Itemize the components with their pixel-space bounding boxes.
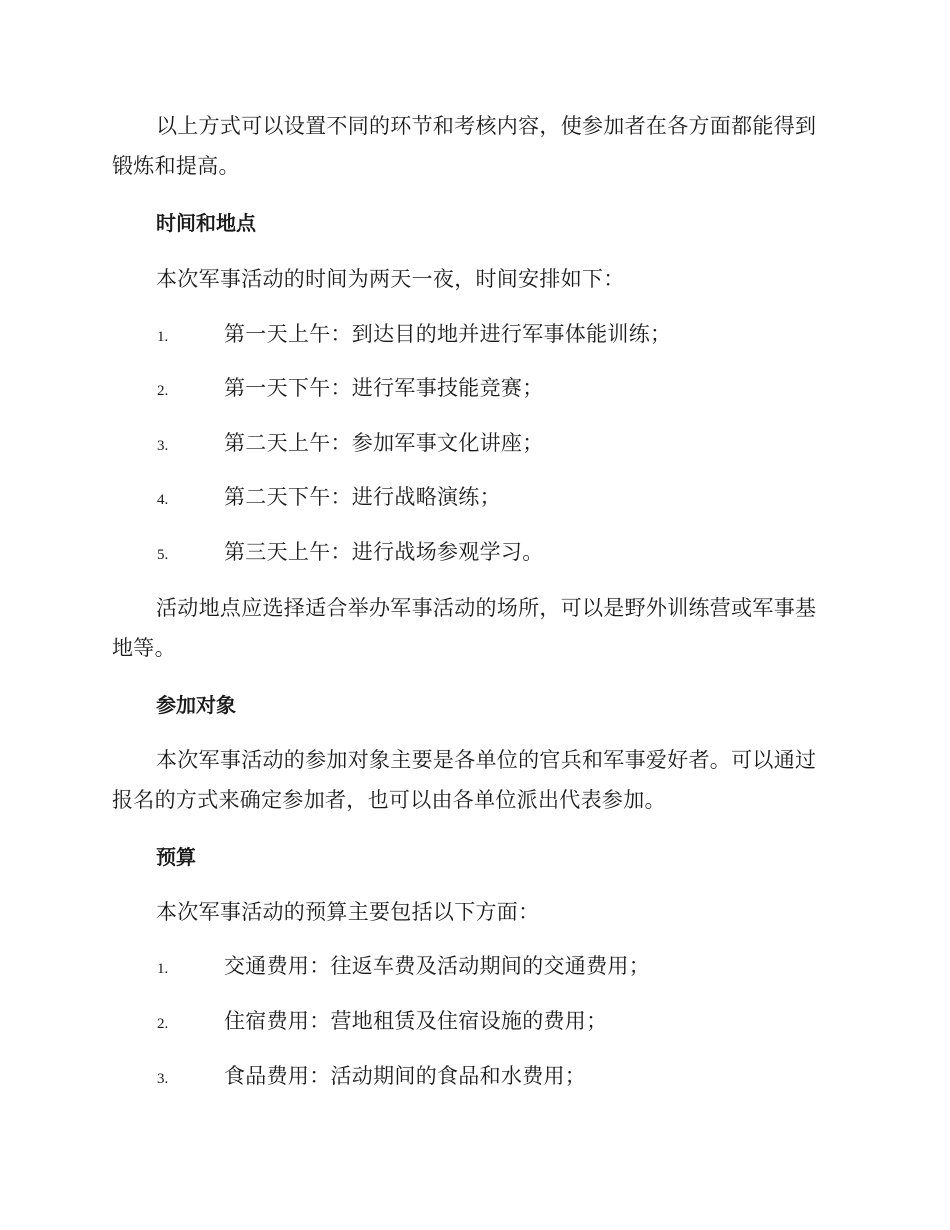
list-number: 4. — [157, 492, 169, 508]
list-number: 5. — [157, 547, 169, 563]
budget-list-item — [0, 1061, 950, 1091]
schedule-list-item — [0, 482, 950, 512]
schedule-list-item — [0, 373, 950, 403]
list-number: 2. — [157, 1016, 169, 1032]
list-item-text: 交通费用：往返车费及活动期间的交通费用； — [224, 954, 650, 978]
participants-paragraph: 本次军事活动的参加对象主要是各单位的官兵和军事爱好者。可以通过报名的方式来确定参加者，也可以由各单位派出代表参加。 — [112, 748, 817, 812]
list-item-text: 第一天下午：进行军事技能竞赛； — [224, 376, 544, 400]
section-heading-budget: 预算 — [156, 845, 196, 869]
list-number: 1. — [157, 329, 169, 345]
budget-list-item — [0, 951, 950, 981]
schedule-list-item — [0, 428, 950, 458]
schedule-list-item — [0, 319, 950, 349]
list-item-text: 第一天上午：到达目的地并进行军事体能训练； — [224, 322, 672, 346]
list-item-text: 第二天下午：进行战略演练； — [224, 485, 501, 509]
section-heading-time-location: 时间和地点 — [156, 211, 256, 235]
list-item-text: 第二天上午：参加军事文化讲座； — [224, 431, 544, 455]
list-number: 2. — [157, 383, 169, 399]
intro-paragraph: 以上方式可以设置不同的环节和考核内容，使参加者在各方面都能得到锻炼和提高。 — [112, 114, 817, 178]
list-number: 1. — [157, 961, 169, 977]
schedule-intro-paragraph: 本次军事活动的时间为两天一夜，时间安排如下： — [156, 267, 625, 291]
list-item-text: 住宿费用：营地租赁及住宿设施的费用； — [224, 1009, 608, 1033]
list-number: 3. — [157, 438, 169, 454]
list-item-text: 第三天上午：进行战场参观学习。 — [224, 540, 544, 564]
list-item-text: 食品费用：活动期间的食品和水费用； — [224, 1064, 587, 1088]
location-paragraph: 活动地点应选择适合举办军事活动的场所，可以是野外训练营或军事基地等。 — [112, 596, 817, 660]
budget-list-item — [0, 1006, 950, 1036]
schedule-list-item — [0, 537, 950, 567]
list-number: 3. — [157, 1071, 169, 1087]
section-heading-participants: 参加对象 — [156, 693, 236, 717]
budget-intro-paragraph: 本次军事活动的预算主要包括以下方面： — [156, 900, 540, 924]
